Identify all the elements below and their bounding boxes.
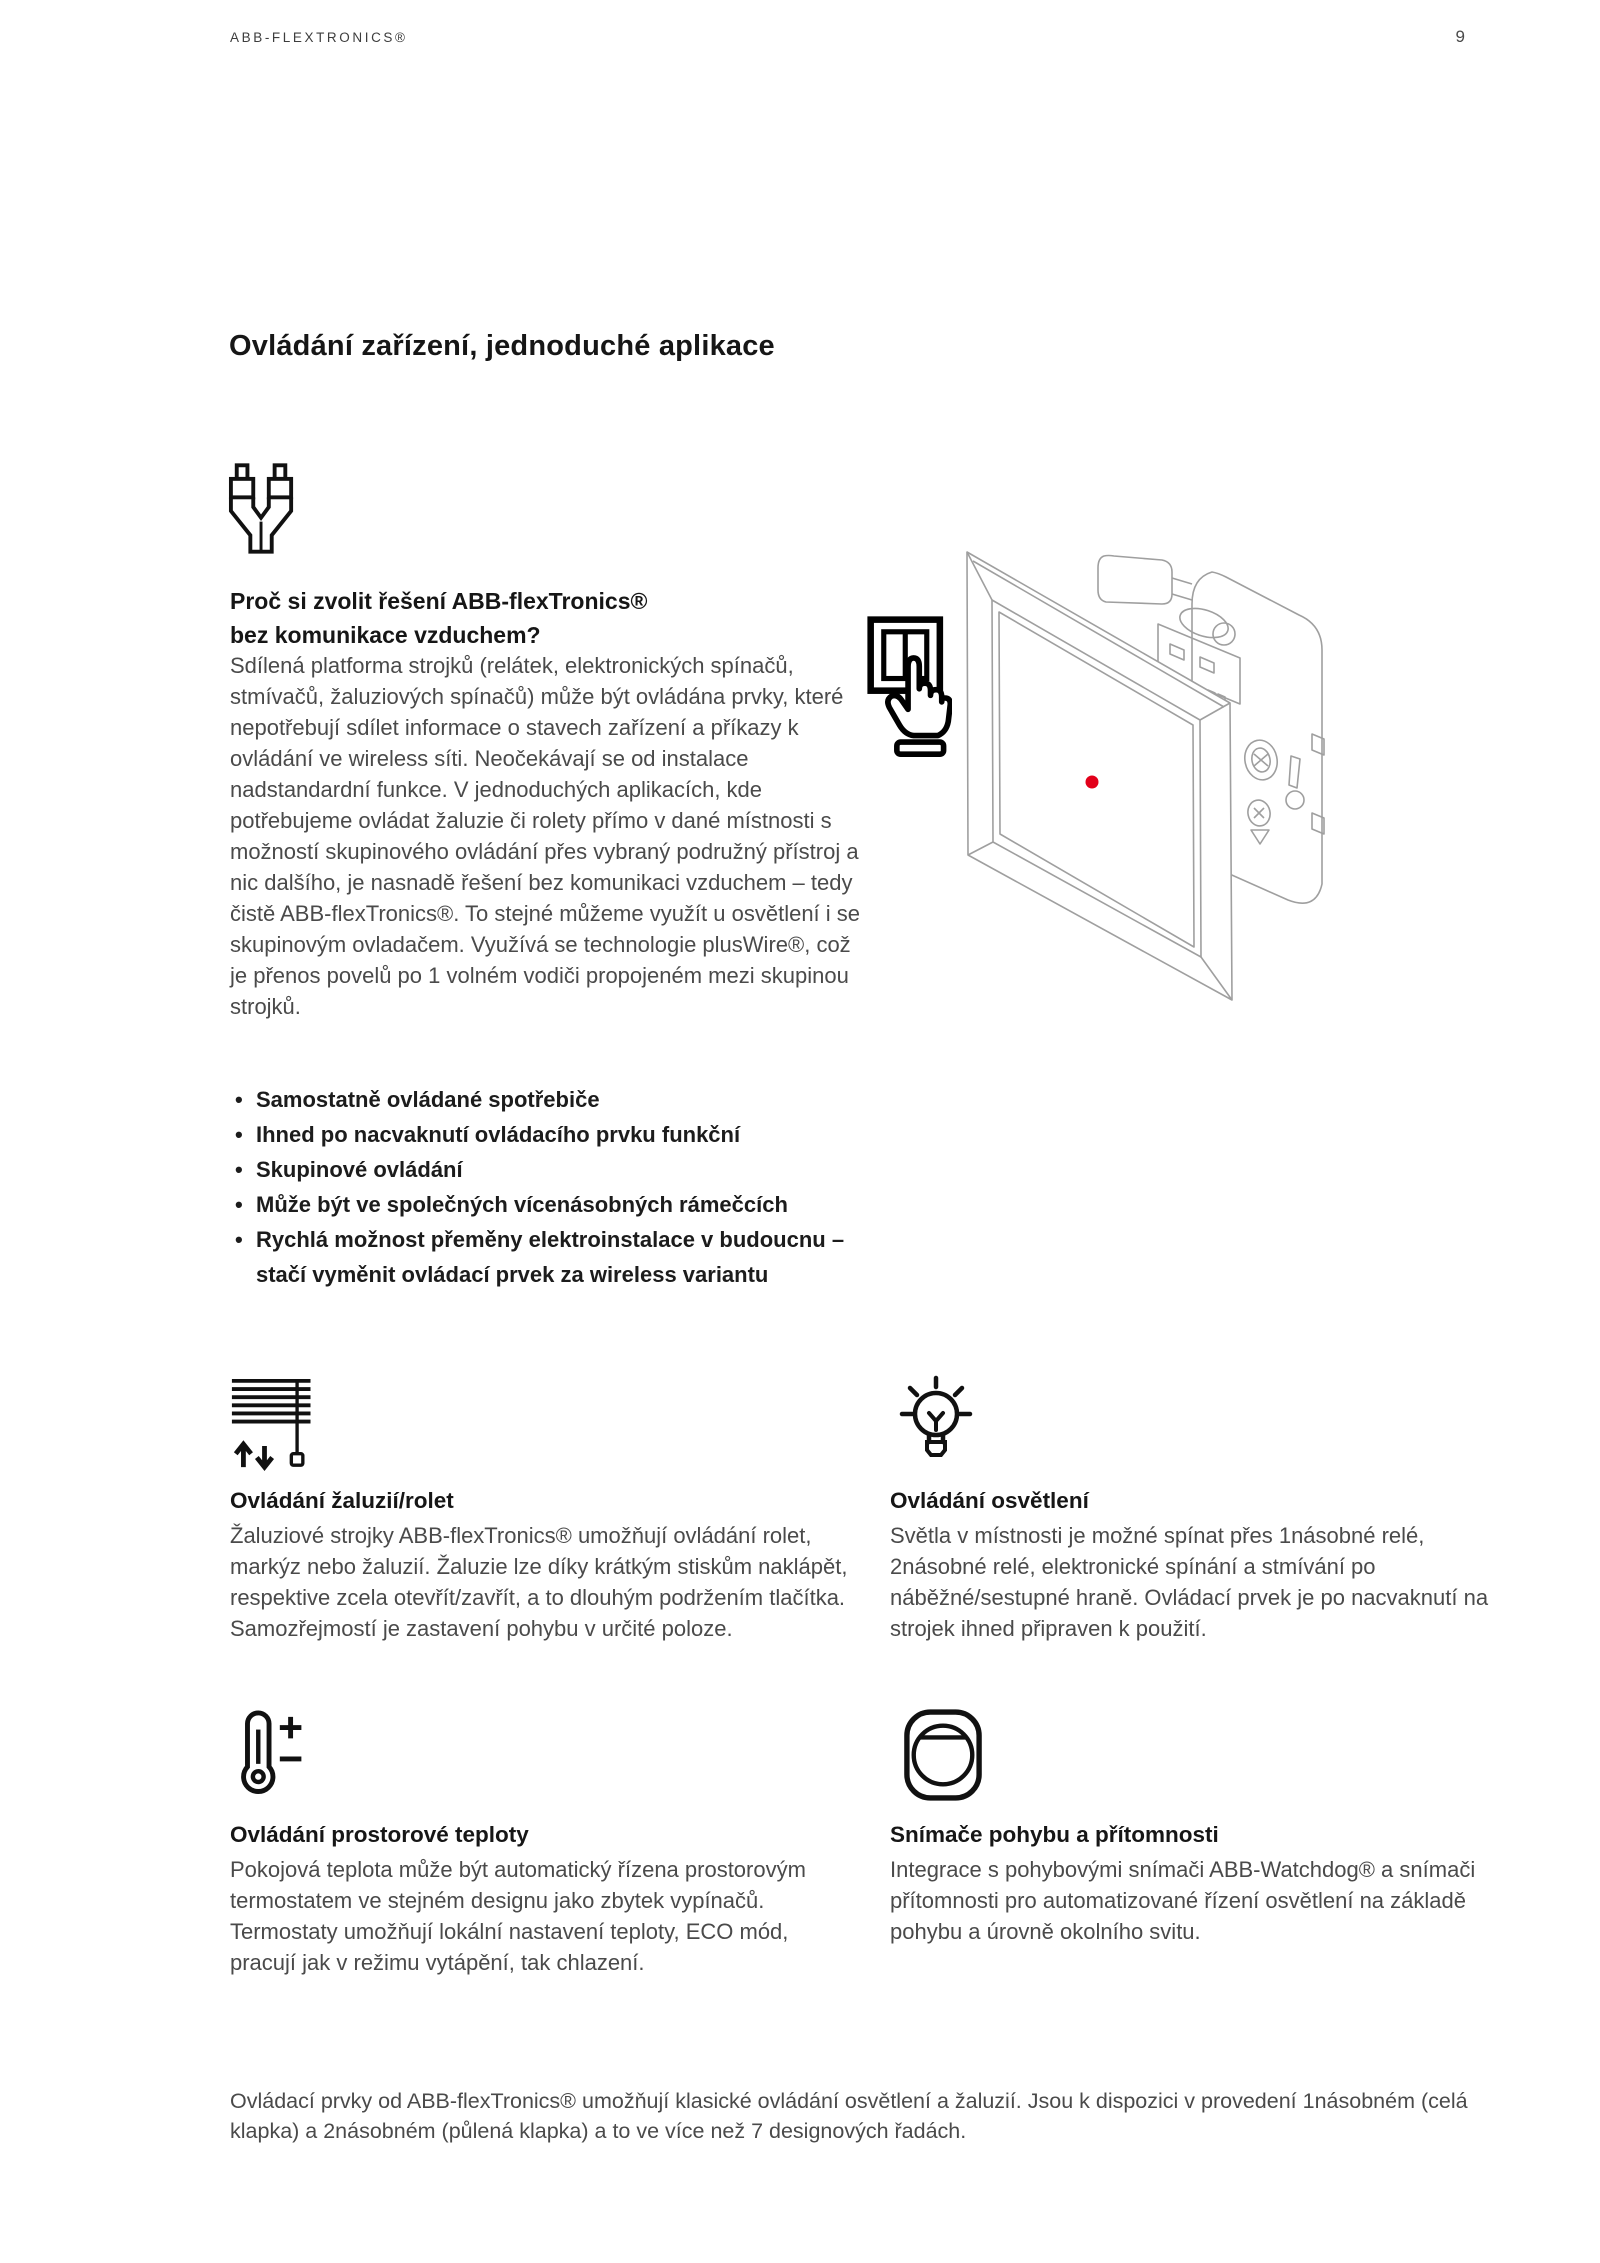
bullet-item: • Skupinové ovládání (230, 1152, 878, 1187)
intro-body: Sdílená platforma strojků (relátek, elektronických spínačů, stmívačů, žaluziových spínačů) může být ovládána prvky, které nepotřebují sdílet informace o stavech zařízení a příkazy k ovládání ve wireless síti. Neočekávají se od instalace nadstandardní funkce. V jednoduchých aplikacích, kde potřebujeme ovládat žaluzie či rolety přímo v dané místnosti s možností skupinového ovládání přes vybraný podružný přístroj a nic dalšího, je nasnadě řešení bez komunikaci vzduchem – tedy čistě ABB-flexTronics®. To stejné můžeme využít u osvětlení i se skupinovým ovladačem. Využívá se technologie plusWire®, což je přenos povelů po 1 volném vodiči propojeném mezi skupinou strojků. (230, 653, 861, 1019)
feature-body: Integrace s pohybovými snímači ABB-Watchdog® a snímači přítomnosti pro automatizované řízení osvětlení na základě pohybu a úrovně okolního svitu. (890, 1857, 1476, 1944)
y-cable-icon (228, 462, 296, 561)
feature-light (890, 1374, 1520, 1644)
footer-note: Ovládací prvky od ABB-flexTronics® umožňují klasické ovládání osvětlení a žaluzií. Jsou k dispozici v provedení 1násobném (celá klapka) a 2násobném (půlená klapka) a to ve více než 7 designových řadách. (230, 2089, 1468, 2143)
feature-heading: Ovládání žaluzií/rolet (230, 1488, 454, 1513)
blinds-icon (230, 1374, 860, 1488)
bullet-item: • Rychlá možnost přeměny elektroinstalace v budoucnu – stačí vyměnit ovládací prvek za wireless variantu (230, 1222, 878, 1292)
intro-heading (230, 584, 647, 652)
feature-body: Světla v místnosti je možné spínat přes 1násobné relé, 2násobné relé, elektronické spínání a stmívání po náběžné/sestupné hraně. Ovládací prvek je po nacvaknutí na strojek ihned připraven k použití. (890, 1523, 1489, 1641)
feature-body: Žaluziové strojky ABB-flexTronics® umožňují ovládání rolet, markýz nebo žaluzií. Žaluzie lze díky krátkým stiskům naklápět, respektive zcela otevřít/zavřít, a to dlouhým podržením tlačítka. Samozřejmostí je zastavení pohybu v určité poloze. (230, 1523, 848, 1641)
bulb-icon (890, 1374, 1520, 1488)
feature-heading: Ovládání prostorové teploty (230, 1822, 529, 1847)
bullet-item: • Může být ve společných vícenásobných rámečcích (230, 1187, 878, 1222)
motion-sensor-icon (890, 1708, 1520, 1822)
device-illustration (852, 528, 1464, 1128)
thermometer-icon (230, 1708, 860, 1822)
feature-heading: Snímače pohybu a přítomnosti (890, 1822, 1219, 1847)
feature-motion (890, 1708, 1520, 1947)
page-number: 9 (1455, 27, 1465, 46)
brand-header: ABB-FLEXTRONICS® (230, 30, 408, 45)
feature-temp (230, 1708, 860, 1978)
bullet-item: • Samostatně ovládané spotřebiče (230, 1082, 878, 1117)
feature-blinds (230, 1374, 860, 1644)
intro-bullet-list (230, 1082, 878, 1292)
feature-heading: Ovládání osvětlení (890, 1488, 1089, 1513)
press-switch-icon (866, 612, 952, 765)
bullet-item: • Ihned po nacvaknutí ovládacího prvku funkční (230, 1117, 878, 1152)
intro-heading-line1: Proč si zvolit řešení ABB-flexTronics® (230, 588, 648, 614)
intro-heading-line2: bez komunikace vzduchem? (230, 622, 541, 648)
page-title: Ovládání zařízení, jednoduché aplikace (229, 330, 775, 362)
feature-body: Pokojová teplota může být automatický řízena prostorovým termostatem ve stejném designu jako zbytek vypínačů. Termostaty umožňují lokální nastavení teploty, ECO mód, pracují jak v režimu vytápění, tak chlazení. (230, 1857, 806, 1975)
led-dot (1086, 776, 1099, 789)
